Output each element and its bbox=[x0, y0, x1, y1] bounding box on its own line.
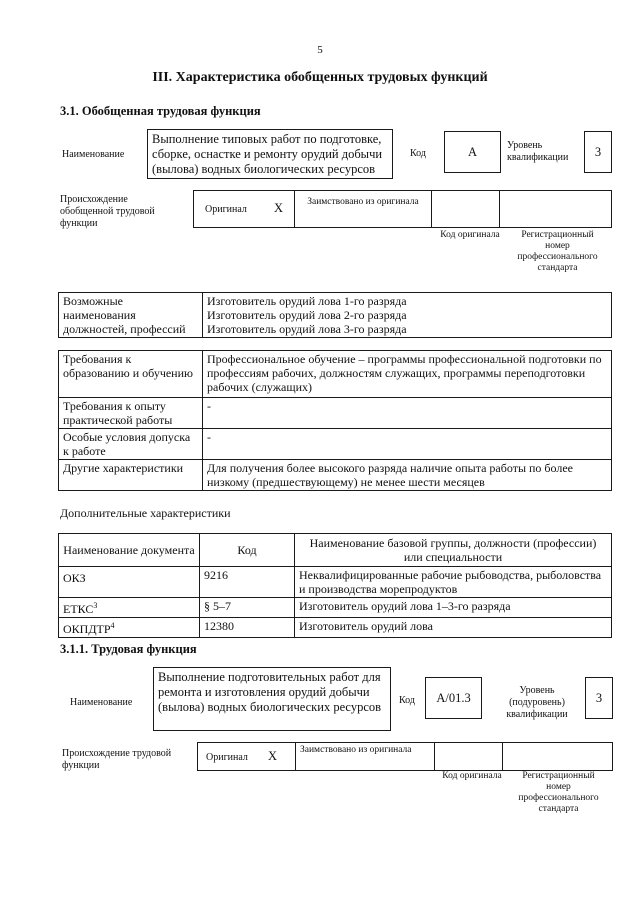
gf-origin-label: Происхождение обобщенной трудовой функции bbox=[60, 194, 155, 229]
doc-cell: ОКЗ bbox=[59, 567, 200, 598]
code-cell: 12380 bbox=[200, 618, 295, 638]
tf-original-label: Оригинал bbox=[206, 752, 248, 763]
tf-name-value: Выполнение подготовительных работ для ремонта и изготовления орудий добычи (вылова) водных биологических ресурсов bbox=[153, 667, 391, 731]
gf-name-value: Выполнение типовых работ по подготовке, сборке, оснастке и ремонту орудий добычи (вылова) водных биологических ресурсов bbox=[147, 129, 393, 179]
req-value: - bbox=[203, 429, 612, 460]
table-row bbox=[59, 567, 612, 598]
tf-name-label: Наименование bbox=[70, 697, 133, 708]
positions-label: Возможные наименования должностей, профессий bbox=[59, 293, 203, 338]
gf-name-label: Наименование bbox=[62, 149, 125, 160]
tf-origin-label: Происхождение трудовой функции bbox=[62, 748, 172, 771]
name-cell: Изготовитель орудий лова 1–3-го разряда bbox=[295, 598, 612, 618]
name-cell: Неквалифицированные рабочие рыбоводства, рыболовства и производства морепродуктов bbox=[295, 567, 612, 598]
additional-title: Дополнительные характеристики bbox=[60, 506, 231, 520]
name-cell: Изготовитель орудий лова bbox=[295, 618, 612, 638]
tf-code-value: A/01.3 bbox=[425, 677, 482, 719]
position-line: Изготовитель орудий лова 1-го разряда bbox=[207, 294, 407, 308]
gf-code-value: A bbox=[444, 131, 501, 173]
requirements-table bbox=[58, 350, 612, 491]
tf-level-value: 3 bbox=[585, 677, 613, 719]
doc-cell: ЕТКС$^3$ bbox=[59, 598, 200, 618]
gf-origin-box bbox=[193, 190, 612, 228]
req-label: Особые условия допуска к работе bbox=[59, 429, 203, 460]
header-code: Код bbox=[200, 534, 295, 567]
code-cell: 9216 bbox=[200, 567, 295, 598]
header-name: Наименование базовой группы, должности (профессии) или специальности bbox=[295, 534, 612, 567]
gf-borrowed-label: Заимствовано из оригинала bbox=[307, 197, 419, 207]
tf-borrowed-label: Заимствовано из оригинала bbox=[300, 745, 412, 755]
section-title: III. Характеристика обобщенных трудовых функций bbox=[152, 70, 488, 85]
tf-title: 3.1.1. Трудовая функция bbox=[60, 642, 197, 656]
gf-original-mark: X bbox=[274, 201, 284, 215]
table-row bbox=[59, 398, 612, 429]
position-line: Изготовитель орудий лова 3-го разряда bbox=[207, 322, 407, 336]
header-doc: Наименование документа bbox=[59, 534, 200, 567]
gf-level-value: 3 bbox=[584, 131, 612, 173]
tf-code-orig-label: Код оригинала bbox=[442, 771, 502, 781]
gf-code-orig-label: Код оригинала bbox=[440, 230, 500, 240]
table-row bbox=[59, 598, 612, 618]
positions-values bbox=[203, 293, 612, 338]
gf-title: 3.1. Обобщенная трудовая функция bbox=[60, 104, 261, 118]
req-label: Требования к образованию и обучению bbox=[59, 351, 203, 398]
position-line: Изготовитель орудий лова 2-го разряда bbox=[207, 308, 407, 322]
gf-reg-label: Регистрационный номер профессионального стандарта bbox=[517, 230, 598, 273]
tf-level-label: Уровень (подуровень) квалификации bbox=[506, 685, 568, 720]
gf-original-label: Оригинал bbox=[205, 204, 247, 215]
tf-origin-box bbox=[197, 742, 613, 771]
tf-reg-label: Регистрационный номер профессионального стандарта bbox=[518, 771, 599, 814]
gf-level-label: Уровень квалификации bbox=[507, 140, 569, 163]
req-value: Для получения более высокого разряда наличие опыта работы по более низкому (предшествующему) не менее шести месяцев bbox=[203, 460, 612, 491]
req-value: - bbox=[203, 398, 612, 429]
req-label: Другие характеристики bbox=[59, 460, 203, 491]
positions-table bbox=[58, 292, 612, 338]
req-label: Требования к опыту практической работы bbox=[59, 398, 203, 429]
code-cell: § 5–7 bbox=[200, 598, 295, 618]
tf-original-mark: X bbox=[268, 749, 278, 763]
doc-cell: ОКПДТР$^4$ bbox=[59, 618, 200, 638]
table-row bbox=[59, 460, 612, 491]
tf-code-label: Код bbox=[399, 695, 415, 706]
additional-table bbox=[58, 533, 612, 638]
page-number: 5 bbox=[317, 44, 323, 56]
gf-code-label: Код bbox=[410, 148, 426, 159]
req-value: Профессиональное обучение – программы профессиональной подготовки по профессиям рабочих, должностям служащих, программы переподготовки рабочих (служащих) bbox=[203, 351, 612, 398]
table-row bbox=[59, 429, 612, 460]
table-row bbox=[59, 618, 612, 638]
table-row bbox=[59, 351, 612, 398]
table-header-row bbox=[59, 534, 612, 567]
